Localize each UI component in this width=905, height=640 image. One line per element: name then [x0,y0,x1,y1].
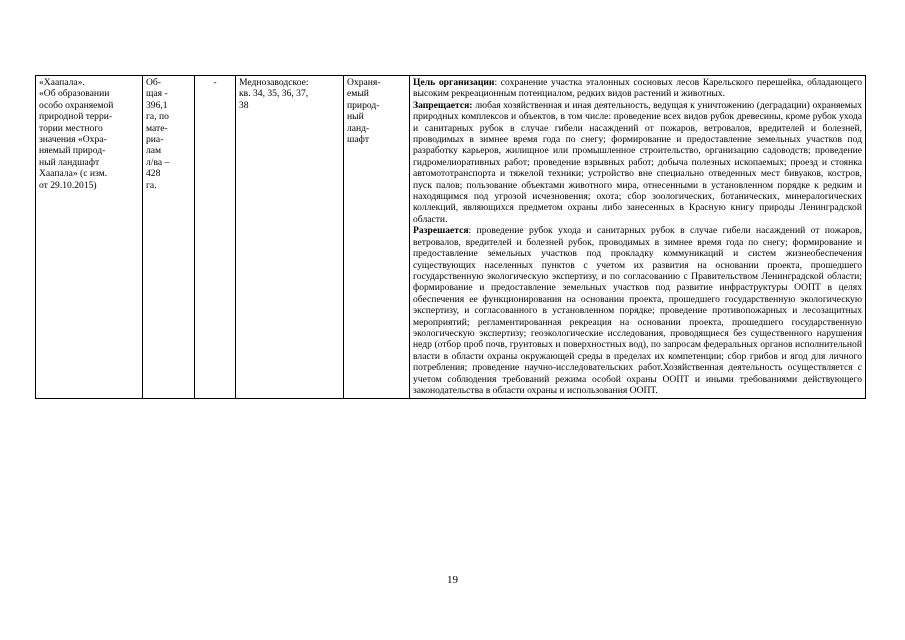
table-row [36,76,866,399]
area-name-line: тории местного [39,122,103,134]
category-line: ланд- [347,122,370,134]
area-name-line: ный ландшафт [39,156,100,168]
allowed-label: Разрешается [413,225,469,237]
area-size-line: га, по [146,111,169,123]
dash-cell [195,76,236,399]
prohibited-label: Запрещается: [413,99,473,111]
area-size-line: риа- [146,134,164,146]
area-size-line: Об- [146,77,162,88]
prohibited-text: любая хозяйственная и иная деятельность, ведущая к уничтожению (деградации) охраняемых природных комплексов и объектов, в том числе: проведение всех видов рубок древесины, кроме рубок ухода и санитарных рубок в случае гибели насаждений от пожаров, ветровалов, вредителей и болезней, проводимых в зимнее время года по снегу; формирование и предоставление земельных участков под разработку карьеров, жилищное или промышленное строительство, организацию садоводств; проведение гидромелиоративных работ; проведение взрывных работ; добыча полезных ископаемых; проезд и стоянка автомототранспорта и тяжелой техники; устройство вне специально отведенных мест бивуаков, костров, пуск палов; пользование объектами животного мира, отнесенными в установленном порядке к редким и находящимся под угрозой исчезновения; охота; сбор зоологических, ботанических, минералогических коллекций, являющихся предметом охраны либо занесенных в Красную книгу природы Ленинградской области. [413,99,862,225]
category-line: емый [347,88,369,100]
goal-text: : сохранение участка эталонных сосновых лесов Карельского перешейка, обладающего высоким рекреационным потенциалом, редких видов растений и животных. [413,77,862,100]
location-line: кв. 34, 35, 36, 37, [239,88,309,100]
regime-cell [410,76,866,399]
page-number: 19 [447,574,458,586]
area-name-line: Хаапала» (с изм. [39,168,108,180]
area-size-line: л/ва – [146,156,170,168]
area-name-line: природной терри- [39,111,113,123]
area-name-line: особо охраняемой [39,99,114,111]
location-cell [236,76,344,399]
protected-areas-table [35,75,866,399]
category-cell [344,76,410,399]
category-line: природ- [347,99,380,111]
area-name-line: няемый природ- [39,145,106,157]
location-line: Меднозаводское: [239,77,309,88]
allowed-text: : проведение рубок ухода и санитарных рубок в случае гибели насаждений от пожаров, ветровалов, вредителей и болезней рубок, проводимых в зимнее время года по снегу; формирование и предоставление земельных участков под прокладку коммуникаций и систем жизнеобеспечения существующих населенных пунктов с учетом их развития на основании проекта, прошедшего государственную экологическую экспертизу, и по согласованию с Правительством Ленинградской области; формирование и предоставление земельных участков под развитие инфраструктуры ООПТ в целях обеспечения ее функционирования на основании проекта, прошедшего государственную экологическую экспертизу, и согласованного в установленном порядке; проведение противопожарных и лесозащитных мероприятий; регламентированная рекреация на основании проекта, прошедшего государственную экологическую экспертизу; геоэкологические исследования, проводящиеся без существенного нарушения недр (отбор проб почв, грунтовых и поверхностных вод), по запросам федеральных органов исполнительной власти в области охраны окружающей среды в пределах их компетенции; сбор грибов и ягод для личного потребления; проведение научно-исследовательских работ.Хозяйственная деятельность осуществляется с учетом соблюдения требований режима особой охраны ООПТ и иными требованиями действующего законодательства в области охраны и использования ООПТ. [413,225,862,396]
category-line: ный [347,111,364,123]
area-size-line: 428 [146,168,161,180]
area-name-line: от 29.10.2015) [39,179,97,191]
location-line: 38 [239,99,249,111]
area-size-line: щая - [146,88,168,100]
dash-text: - [213,77,217,88]
area-size-line: мате- [146,122,168,134]
area-size-line: лам [146,145,162,157]
category-line: Охраня- [347,77,381,88]
allowed-paragraph [413,225,862,396]
area-name-line: «Об образовании [39,88,110,100]
prohibited-paragraph [413,100,862,225]
area-name-line: «Хаапала». [39,77,85,88]
category-line: шафт [347,134,370,146]
area-size-line: га. [146,179,157,191]
area-size-cell [143,76,195,399]
goal-paragraph [413,77,862,100]
goal-label: Цель организации [413,77,495,88]
area-name-line: значения «Охра- [39,134,107,146]
area-name-cell [36,76,143,399]
area-size-line: 396,1 [146,99,168,111]
